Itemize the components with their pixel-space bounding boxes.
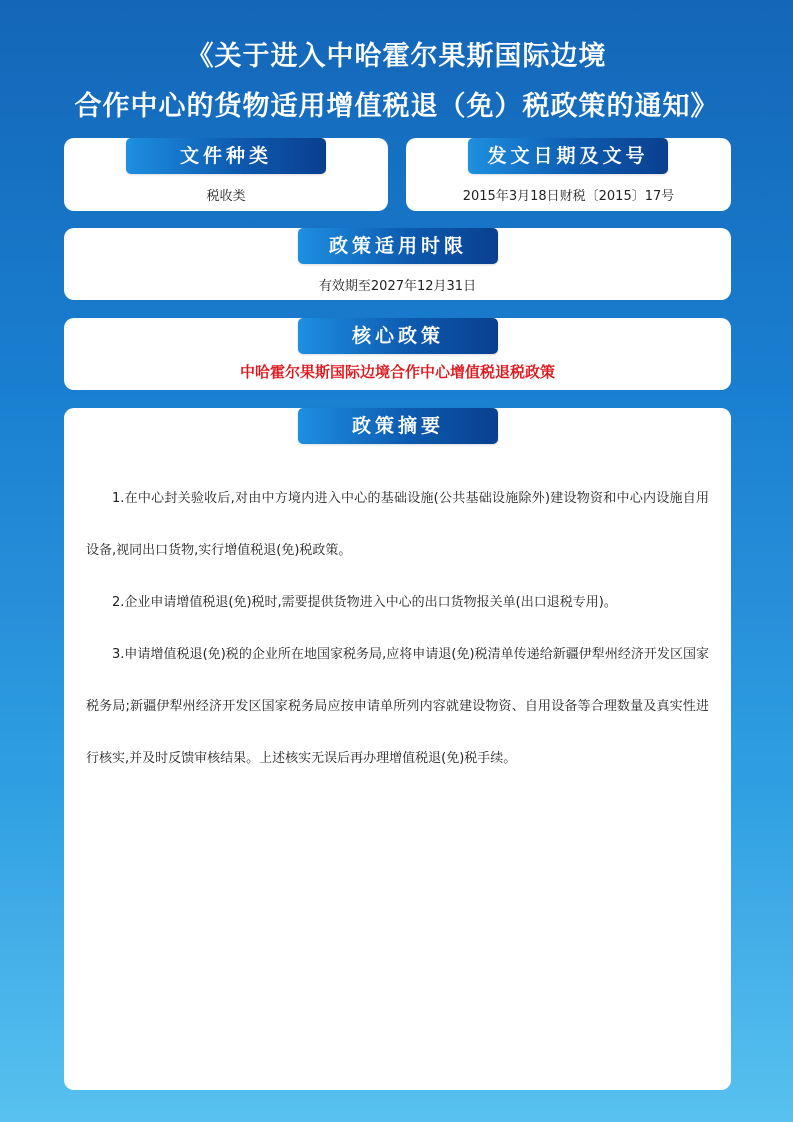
document-title: [0, 32, 793, 132]
summary-body: [86, 473, 709, 785]
summary-label: 政策摘要: [298, 408, 498, 444]
doc-type-value: 税收类: [206, 189, 246, 204]
summary-paragraph-3: 3.申请增值税退(免)税的企业所在地国家税务局,应将申请退(免)税清单传递给新疆伊犁州经济开发区国家税务局;新疆伊犁州经济开发区国家税务局应按申请单所列内容就建设物资、自用设备等合理数量及真实性进行核实,并及时反馈审核结果。上述核实无误后再办理增值税退(免)税手续。: [86, 647, 709, 766]
title-line-1: 《关于进入中哈霍尔果斯国际边境: [186, 41, 607, 72]
doc-type-card: [64, 138, 388, 211]
period-label: 政策适用时限: [298, 228, 498, 264]
issue-card: [406, 138, 731, 211]
core-value: 中哈霍尔果斯国际边境合作中心增值税退税政策: [239, 363, 555, 381]
title-line-2: 合作中心的货物适用增值税退（免）税政策的通知》: [74, 91, 719, 122]
summary-paragraph-2: 2.企业申请增值税退(免)税时,需要提供货物进入中心的出口货物报关单(出口退税专用)。: [112, 595, 617, 610]
issue-value: 2015年3月18日财税〔2015〕17号: [462, 189, 675, 204]
period-value: 有效期至2027年12月31日: [318, 279, 477, 294]
summary-paragraph-1: 1.在中心封关验收后,对由中方境内进入中心的基础设施(公共基础设施除外)建设物资和中心内设施自用设备,视同出口货物,实行增值税退(免)税政策。: [86, 491, 709, 558]
core-card: [64, 318, 731, 390]
doc-type-label: 文件种类: [126, 138, 326, 174]
summary-card: [64, 408, 731, 1090]
issue-label: 发文日期及文号: [468, 138, 668, 174]
period-card: [64, 228, 731, 300]
core-label: 核心政策: [298, 318, 498, 354]
